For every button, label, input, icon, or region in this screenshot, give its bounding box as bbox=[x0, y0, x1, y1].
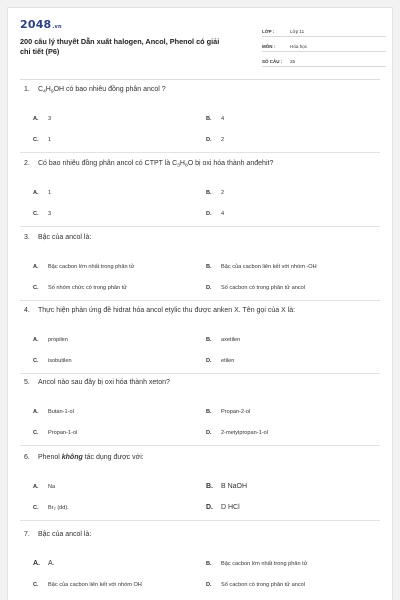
option-letter: D. bbox=[206, 211, 212, 217]
option-letter: D. bbox=[206, 430, 212, 436]
option-text: Na bbox=[48, 484, 56, 490]
answer-option[interactable] bbox=[33, 211, 51, 217]
option-letter: A. bbox=[33, 560, 40, 567]
answer-option[interactable] bbox=[206, 211, 224, 217]
worksheet-header bbox=[8, 8, 392, 72]
answer-option[interactable] bbox=[206, 561, 307, 567]
option-letter: C. bbox=[33, 505, 39, 511]
answer-option[interactable] bbox=[206, 337, 240, 343]
answer-option[interactable] bbox=[33, 264, 134, 270]
option-text: Propan-1-ol bbox=[48, 430, 78, 436]
option-text: Số nhóm chức có trong phân tử bbox=[48, 285, 128, 291]
option-letter: D. bbox=[206, 504, 213, 511]
meta-info bbox=[262, 22, 386, 67]
option-letter: A. bbox=[33, 116, 39, 122]
answer-option[interactable] bbox=[206, 116, 224, 122]
meta-value: Hóa học bbox=[290, 44, 308, 49]
option-text: 4 bbox=[221, 211, 225, 217]
option-letter: D. bbox=[206, 137, 212, 143]
answer-option[interactable] bbox=[33, 582, 142, 588]
option-text: 2 bbox=[221, 190, 225, 196]
answer-option[interactable] bbox=[33, 430, 77, 436]
option-letter: B. bbox=[206, 561, 212, 567]
question-divider bbox=[20, 152, 380, 153]
answer-option[interactable] bbox=[33, 137, 51, 143]
option-text: 4 bbox=[221, 116, 225, 122]
header-divider bbox=[20, 79, 380, 80]
answer-option[interactable] bbox=[33, 560, 55, 567]
option-text: Butan-1-ol bbox=[48, 409, 74, 415]
document-title: 200 câu lý thuyết Dẫn xuất halogen, Ancol, Phenol có giải chi tiết (P6) bbox=[20, 37, 220, 56]
question-text: Có bao nhiêu đồng phân ancol có CTPT là $C_3H_8O$ bị oxi hóa thành anđehit? bbox=[38, 160, 274, 169]
option-letter: C. bbox=[33, 137, 39, 143]
option-text: B NaOH bbox=[221, 483, 248, 490]
option-letter: A. bbox=[33, 264, 39, 270]
option-text: Propan-2-ol bbox=[221, 409, 251, 415]
option-letter: B. bbox=[206, 116, 212, 122]
option-text: A. bbox=[48, 560, 55, 567]
option-letter: D. bbox=[206, 358, 212, 364]
option-letter: B. bbox=[206, 409, 212, 415]
meta-row-count bbox=[262, 52, 386, 67]
option-text: isobutilen bbox=[48, 358, 72, 364]
question-text: Ancol nào sau đây bị oxi hóa thành xeton? bbox=[38, 379, 170, 386]
option-text: Số cacbon có trong phân tử ancol bbox=[221, 285, 305, 291]
option-letter: D. bbox=[206, 582, 212, 588]
question-number: 5. bbox=[24, 379, 30, 386]
option-letter: A. bbox=[33, 190, 39, 196]
question-number: 2. bbox=[24, 160, 30, 167]
option-letter: C. bbox=[33, 285, 39, 291]
option-text: Bậc của cacbon liên kết với nhóm OH bbox=[48, 582, 142, 588]
option-letter: A. bbox=[33, 484, 39, 490]
logo-text: 2048 bbox=[20, 18, 52, 31]
question-divider bbox=[20, 445, 380, 446]
question-number: 3. bbox=[24, 234, 30, 241]
question-divider bbox=[20, 520, 380, 521]
option-text: D HCl bbox=[221, 504, 240, 511]
answer-option[interactable] bbox=[206, 409, 250, 415]
meta-row-subject bbox=[262, 37, 386, 52]
question-divider bbox=[20, 300, 380, 301]
logo-suffix: .vn bbox=[52, 24, 62, 30]
option-letter: B. bbox=[206, 190, 212, 196]
option-text: axetilen bbox=[221, 337, 241, 343]
answer-option[interactable] bbox=[33, 484, 55, 490]
option-letter: C. bbox=[33, 211, 39, 217]
question-divider bbox=[20, 226, 380, 227]
option-letter: D. bbox=[206, 285, 212, 291]
option-text: 2 bbox=[221, 137, 225, 143]
answer-option[interactable] bbox=[206, 358, 234, 364]
answer-option[interactable] bbox=[33, 337, 68, 343]
answer-option[interactable] bbox=[206, 285, 305, 291]
answer-option[interactable] bbox=[206, 190, 224, 196]
answer-option[interactable] bbox=[33, 505, 69, 511]
meta-label: SỐ CÂU : bbox=[262, 59, 283, 64]
option-text: Bậc của cacbon liên kết với nhóm -OH bbox=[221, 264, 317, 270]
question-number: 4. bbox=[24, 307, 30, 314]
option-letter: C. bbox=[33, 358, 39, 364]
question-number: 7. bbox=[24, 531, 30, 538]
option-text: 3 bbox=[48, 211, 52, 217]
option-letter: C. bbox=[33, 430, 39, 436]
option-text: Bậc cacbon lớn nhất trong phân tử bbox=[48, 264, 135, 270]
question-text: Thực hiện phản ứng đề hidrat hóa ancol etylic thu được anken X. Tên gọi của X là: bbox=[38, 307, 296, 314]
option-letter: B. bbox=[206, 337, 212, 343]
answer-option[interactable] bbox=[206, 504, 240, 511]
option-text: 1 bbox=[48, 137, 52, 143]
worksheet-page bbox=[7, 7, 393, 600]
question-number: 6. bbox=[24, 454, 30, 461]
answer-option[interactable] bbox=[33, 358, 72, 364]
answer-option[interactable] bbox=[206, 430, 268, 436]
option-text: Bậc cacbon lớn nhất trong phân tử bbox=[221, 561, 308, 567]
option-letter: C. bbox=[33, 582, 39, 588]
answer-option[interactable] bbox=[33, 285, 127, 291]
answer-option[interactable] bbox=[206, 582, 305, 588]
answer-option[interactable] bbox=[206, 137, 224, 143]
meta-row-class bbox=[262, 22, 386, 37]
answer-option[interactable] bbox=[33, 190, 51, 196]
option-text: 3 bbox=[48, 116, 52, 122]
meta-label: MÔN : bbox=[262, 44, 276, 49]
question-text: Phenol không tác dụng được với: bbox=[38, 454, 144, 461]
question-divider bbox=[20, 373, 380, 374]
option-text: Số cacbon có trong phân tử ancol bbox=[221, 582, 305, 588]
option-letter: A. bbox=[33, 337, 39, 343]
question-text: $C_4H_9OH$ có bao nhiêu đồng phân ancol ? bbox=[38, 86, 166, 95]
meta-value: Lớp 11 bbox=[290, 29, 305, 34]
option-letter: A. bbox=[33, 409, 39, 415]
option-text: etilen bbox=[221, 358, 235, 364]
meta-value: 25 bbox=[290, 59, 296, 64]
answer-option[interactable] bbox=[206, 264, 317, 270]
answer-option[interactable] bbox=[206, 483, 247, 490]
option-text: 2-metylpropan-1-ol bbox=[221, 430, 268, 436]
option-text: propilen bbox=[48, 337, 68, 343]
question-text: Bậc của ancol là: bbox=[38, 531, 92, 538]
option-letter: B. bbox=[206, 264, 212, 270]
option-text: Br₂ (dd). bbox=[48, 505, 69, 511]
question-text: Bậc của ancol là: bbox=[38, 234, 92, 241]
meta-label: LỚP : bbox=[262, 29, 275, 34]
answer-option[interactable] bbox=[33, 116, 51, 122]
answer-option[interactable] bbox=[33, 409, 74, 415]
option-text: 1 bbox=[48, 190, 52, 196]
option-letter: B. bbox=[206, 483, 213, 490]
question-number: 1. bbox=[24, 86, 30, 93]
